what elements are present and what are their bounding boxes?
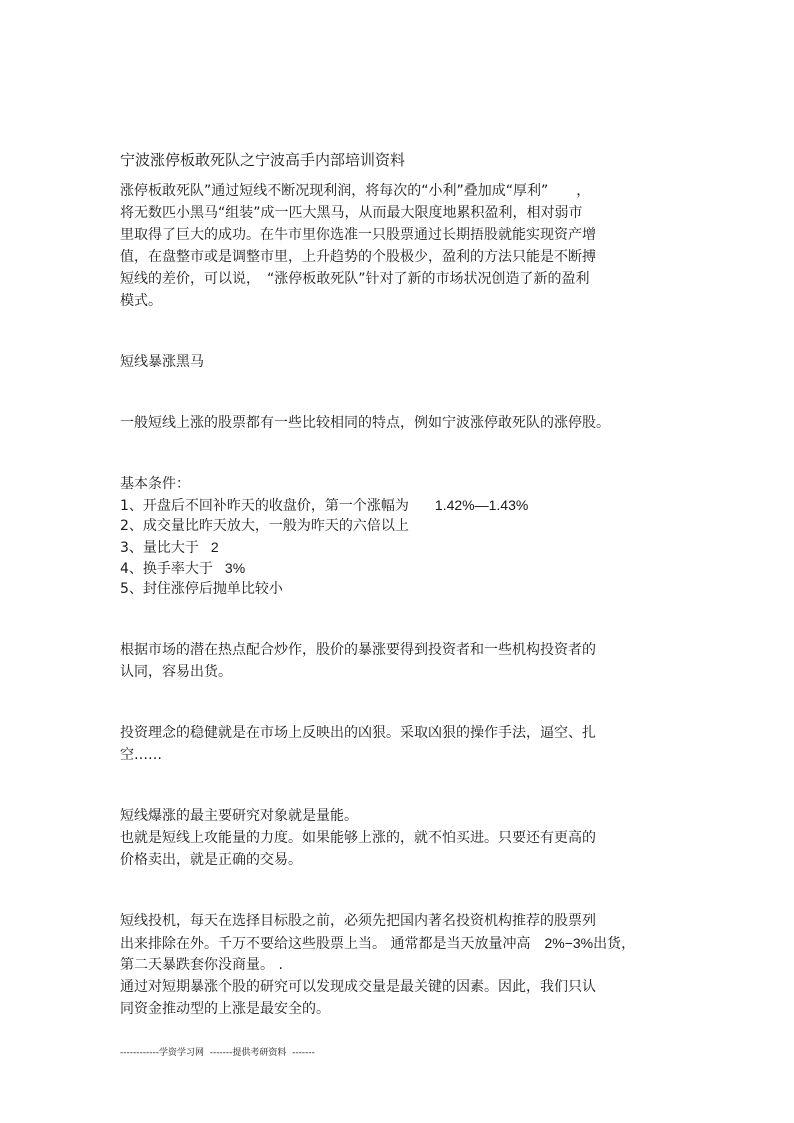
line-tail: 出货， [593, 936, 636, 952]
intro-line: 里取得了巨大的成功。在牛市里你选准一只股票通过长期捂股就能实现资产增 [120, 227, 596, 243]
paragraph-line: 空…… [120, 747, 162, 763]
condition-item [120, 516, 409, 536]
condition-text: 5、封住涨停后抛单比较小 [120, 581, 283, 597]
condition-text: 1、开盘后不回补昨天的收盘价，第一个涨幅为 [120, 498, 409, 514]
paragraph-line: 投资理念的稳健就是在市场上反映出的凶狠。采取凶狠的操作手法，逼空、扎 [120, 725, 596, 741]
paragraph-line: 短线爆涨的最主要研究对象就是量能。 [120, 808, 358, 824]
condition-text: 4、换手率大于 [120, 561, 213, 577]
paragraph-line: 认同，容易出货。 [120, 664, 232, 680]
intro-line: 将无数匹小黑马“组装”成一匹大黑马，从而最大限度地累积盈利，相对弱市 [120, 205, 583, 221]
condition-value: 3% [224, 560, 246, 576]
paragraph-line: 根据市场的潜在热点配合炒作，股价的暴涨要得到投资者和一些机构投资者的 [120, 642, 596, 658]
condition-value: 1.42%—1.43% [434, 497, 529, 513]
intro-line: 值，在盘整市或是调整市里，上升趋势的个股极少，盈利的方法只能是不断搏 [120, 249, 596, 265]
paragraph-line [120, 933, 635, 954]
range-value: 2%−3% [544, 935, 594, 951]
intro-line: 短线的差价，可以说， “涨停板敢死队”针对了新的市场状况创造了新的盈利 [120, 271, 590, 287]
paragraph-line: 通过对短期暴涨个股的研究可以发现成交量是最关键的因素。因此，我们只认 [120, 979, 596, 995]
condition-item [120, 579, 283, 599]
conditions-heading: 基本条件： [120, 476, 190, 492]
intro-line: 模式。 [120, 293, 162, 309]
condition-value: 2 [210, 539, 219, 555]
intro-line: 涨停板敢死队”通过短线不断况现利润，将每次的“小利”叠加成“厚利” ， [120, 183, 591, 199]
page-title: 宁波涨停板敢死队之宁波高手内部培训资料 [120, 151, 406, 169]
condition-text: 2、成交量比昨天放大，一般为昨天的六倍以上 [120, 518, 409, 534]
line-text: 出来排除在外。千万不要给这些股票上当。 通常都是当天放量冲高 [120, 936, 531, 952]
section-heading: 短线暴涨黑马 [120, 354, 204, 370]
feature-line: 一般短线上涨的股票都有一些比较相同的特点，例如宁波涨停敢死队的涨停股。 [120, 415, 610, 431]
condition-text: 3、量比大于 [120, 540, 199, 556]
paragraph-line: 短线投机，每天在选择目标股之前，必须先把国内著名投资机构推荐的股票列 [120, 913, 596, 929]
paragraph-line: 第二天暴跌套你没商量。 . [120, 957, 283, 973]
paragraph-line: 同资金推动型的上涨是最安全的。 [120, 1001, 330, 1017]
condition-item [120, 558, 245, 579]
condition-item [120, 495, 528, 516]
condition-item [120, 537, 219, 558]
paragraph-line: 也就是短线上攻能量的力度。如果能够上涨的，就不怕买进。只要还有更高的 [120, 830, 596, 846]
page-footer: ------------学资学习网 -------提供考研资料 ------- [120, 1048, 315, 1058]
paragraph-line: 价格卖出，就是正确的交易。 [120, 852, 302, 868]
